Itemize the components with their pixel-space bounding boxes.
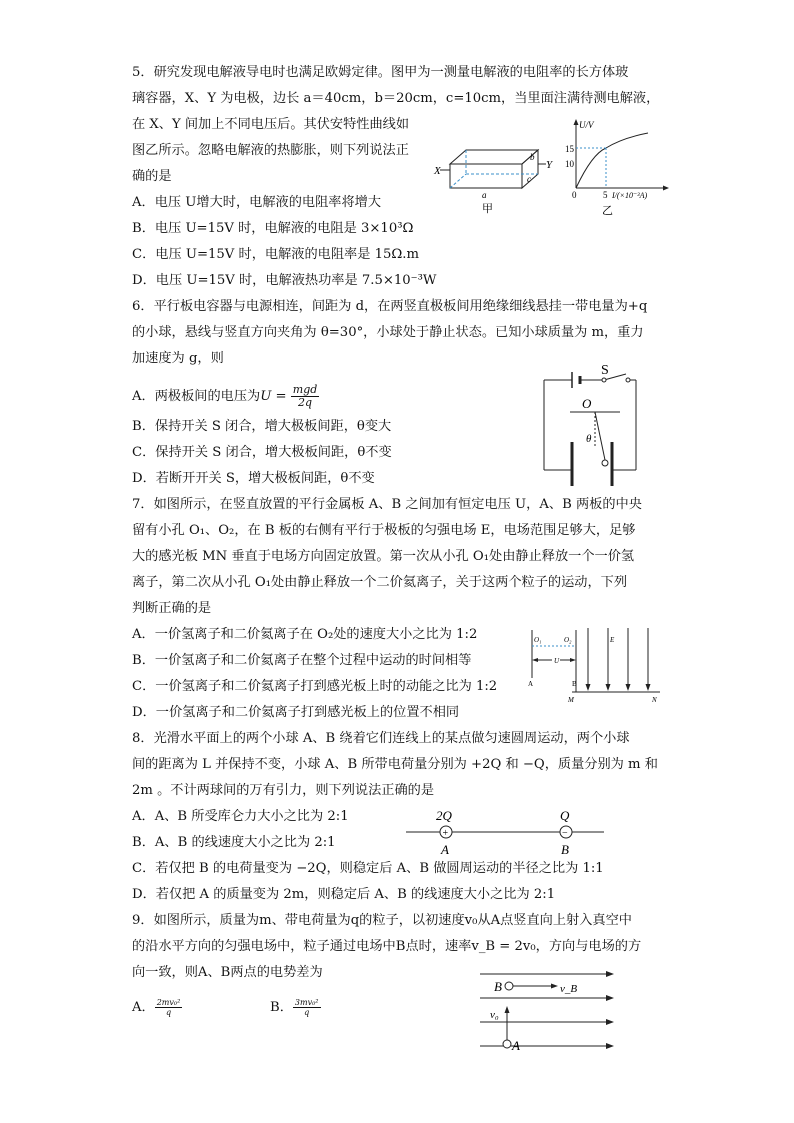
q8-option-d: D．若仅把 A 的质量变为 2m，则稳定后 A、B 的线速度大小之比为 2:1 <box>132 887 556 902</box>
q8-line-2: 间的距离为 L 并保持不变，小球 A、B 所带电荷量分别为 +2Q 和 −Q，质量分别为 m 和 <box>132 757 658 772</box>
q7-line-4: 离子，第二次从小孔 O₁处由静止释放一个二价氦离子，关于这两个粒子的运动，下列 <box>132 575 628 590</box>
label-b: b <box>530 152 535 162</box>
q9-option-a-fraction <box>155 998 183 1017</box>
minus-sign: − <box>562 828 568 839</box>
q6-option-a-label: A．两极板间的电压为 <box>132 389 261 404</box>
label-x: X <box>434 165 441 177</box>
tick-0: 0 <box>572 190 577 200</box>
fraction-denominator: q <box>304 1008 310 1017</box>
q7-option-c: C．一价氢离子和二价氦离子打到感光板上时的动能之比为 1:2 <box>132 679 498 694</box>
q8-line-1: 8．光滑水平面上的两个小球 A、B 绕着它们连线上的某点做匀速圆周运动，两个小球 <box>132 731 630 746</box>
label-plate-b: B <box>572 680 577 688</box>
q7-figure-field <box>524 626 664 706</box>
fraction-numerator: 2mv₀² <box>156 998 181 1007</box>
label-a: a <box>482 190 487 200</box>
label-theta: θ <box>586 433 592 445</box>
ball-b-label: B <box>561 842 569 856</box>
q6-figure-circuit <box>540 364 644 486</box>
q8-option-c: C．若仅把 B 的电荷量变为 −2Q，则稳定后 A、B 做圆周运动的半径之比为 1:1 <box>132 861 604 876</box>
q9-option-b <box>270 998 321 1017</box>
label-point-b: B <box>494 979 502 994</box>
fraction-numerator: mgd <box>292 383 318 396</box>
q7-option-b: B．一价氢离子和二价氦离子在整个过程中运动的时间相等 <box>132 653 472 668</box>
q8-option-b: B．A、B 的线速度大小之比为 2:1 <box>132 835 336 850</box>
q9-line-3: 向一致，则A、B两点的电势差为 <box>132 965 323 980</box>
charge-a-label: 2Q <box>436 808 452 823</box>
q5-option-a: A．电压 U增大时，电解液的电阻率将增大 <box>132 195 382 210</box>
q6-line-2: 的小球，悬线与竖直方向夹角为 θ=30°，小球处于静止状态。已知小球质量为 m，重力 <box>132 325 644 340</box>
caption-jia: 甲 <box>482 203 493 215</box>
charge-b-label: Q <box>560 808 570 823</box>
q6-option-d: D．若断开开关 S，增大极板间距，θ不变 <box>132 471 375 486</box>
q6-option-a <box>132 384 319 409</box>
q9-option-b-label: B． <box>270 1000 293 1015</box>
label-o2: O₂ <box>564 636 572 644</box>
q5-line-3: 在 X、Y 间加上不同电压后。其伏安特性曲线如 <box>132 117 410 132</box>
label-point-a: A <box>512 1038 520 1053</box>
q5-option-c: C．电压 U=15V 时，电解液的电阻率是 15Ω.m <box>132 247 419 262</box>
label-o1: O₁ <box>534 636 542 644</box>
q5-figure-container <box>432 138 560 230</box>
q7-option-a: A．一价氢离子和二价氦离子在 O₂处的速度大小之比为 1:2 <box>132 627 478 642</box>
q6-line-1: 6．平行板电容器与电源相连，间距为 d，在两竖直极板间用绝缘细线悬挂一带电量为+q <box>132 299 648 314</box>
q5-option-b: B．电压 U=15V 时，电解液的电阻是 3×10³Ω <box>132 221 414 236</box>
label-plate-a: A <box>528 680 534 688</box>
axis-u: U/V <box>579 120 594 130</box>
fraction-denominator: 2q <box>298 396 313 409</box>
tick-5: 5 <box>603 190 608 200</box>
q7-line-3: 大的感光板 MN 垂直于电场方向固定放置。第一次从小孔 O₁处由静止释放一个一价氢 <box>132 549 635 564</box>
q9-line-2: 的沿水平方向的匀强电场中，粒子通过电场中B点时，速率v_B = 2v₀，方向与电场的方 <box>132 939 642 954</box>
q6-option-c: C．保持开关 S 闭合，增大极板间距，θ不变 <box>132 445 392 460</box>
q8-line-3: 2m 。不计两球间的万有引力，则下列说法正确的是 <box>132 783 435 798</box>
q8-figure-charges <box>404 804 606 856</box>
q8-option-a: A．A、B 所受库仑力大小之比为 2:1 <box>132 809 349 824</box>
q6-option-a-fraction <box>291 384 320 409</box>
q5-line-4: 图乙所示。忽略电解液的热膨胀，则下列说法正 <box>132 143 409 158</box>
q5-figure-ui-graph <box>562 116 672 220</box>
q9-option-b-fraction <box>293 998 321 1017</box>
q9-option-a-label: A． <box>132 1000 155 1015</box>
q5-line-1: 5．研究发现电解液导电时也满足欧姆定律。图甲为一测量电解液的电阻率的长方体玻 <box>132 65 629 80</box>
q7-line-2: 留有小孔 O₁、O₂，在 B 板的右侧有平行于极板的匀强电场 E，电场范围足够大，足够 <box>132 523 636 538</box>
fraction-numerator: 3mv₀² <box>294 998 319 1007</box>
label-vb: v_B <box>560 983 578 995</box>
label-u: U <box>554 657 560 665</box>
q7-option-d: D．一价氢离子和二价氦离子打到感光板上的位置不相同 <box>132 705 460 720</box>
label-v0: v₀ <box>490 1009 499 1021</box>
q6-option-b: B．保持开关 S 闭合，增大极板间距，θ变大 <box>132 419 392 434</box>
q5-option-d: D．电压 U=15V 时，电解液热功率是 7.5×10⁻³W <box>132 273 437 288</box>
q7-line-1: 7．如图所示，在竖直放置的平行金属板 A、B 之间加有恒定电压 U，A、B 两板的中央 <box>132 497 642 512</box>
q7-line-5: 判断正确的是 <box>132 601 212 616</box>
q6-line-3: 加速度为 g，则 <box>132 351 224 366</box>
ball-a-label: A <box>441 842 449 856</box>
tick-10: 10 <box>565 159 574 169</box>
label-e: E <box>610 636 615 644</box>
q5-line-2: 璃容器，X、Y 为电极，边长 a＝40cm，b＝20cm，c=10cm，当里面注满待测电解液， <box>132 91 660 106</box>
fraction-denominator: q <box>165 1008 172 1017</box>
axis-i: I/(×10⁻³A) <box>612 191 648 200</box>
tick-15: 15 <box>565 144 574 154</box>
q5-line-5: 确的是 <box>132 169 172 184</box>
plus-sign: + <box>442 828 449 839</box>
label-m: M <box>568 696 574 704</box>
label-c: c <box>527 174 531 184</box>
caption-yi: 乙 <box>602 205 613 217</box>
q9-line-1: 9．如图所示，质量为m、带电荷量为q的粒子，以初速度v₀从A点竖直向上射入真空中 <box>132 913 632 928</box>
label-y: Y <box>546 159 553 171</box>
q9-option-a <box>132 998 182 1017</box>
label-n: N <box>652 696 657 704</box>
label-o: O <box>582 396 592 411</box>
label-s: S <box>601 364 609 378</box>
q9-figure-field <box>478 966 618 1054</box>
q6-option-a-lhs: U = <box>260 389 291 404</box>
